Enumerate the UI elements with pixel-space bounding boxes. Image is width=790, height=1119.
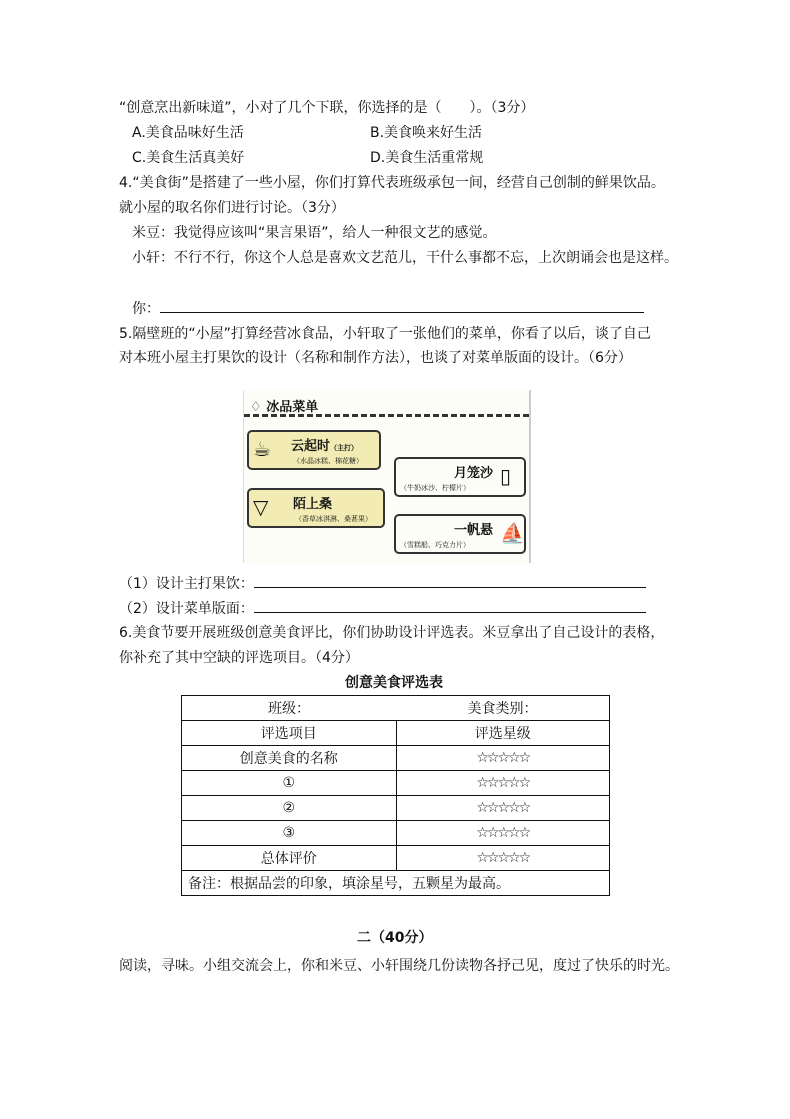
row-item[interactable]: ③ [182, 821, 397, 846]
header-item: 评选项目 [182, 721, 397, 746]
star-rating[interactable]: ☆☆☆☆☆ [396, 796, 610, 821]
q4-answer-blank[interactable] [160, 298, 644, 313]
menu-item [247, 430, 381, 470]
q6-line2: 你补充了其中空缺的评选项目。（4分） [119, 650, 359, 666]
star-rating[interactable]: ☆☆☆☆☆ [396, 846, 610, 871]
q6-line1: 6.美食节要开展班级创意美食评比，你们协助设计评选表。米豆拿出了自己设计的表格， [119, 625, 665, 641]
menu-item-desc: （雪糕船、巧克力片） [400, 541, 470, 549]
sub1-label: （1）设计主打果饮： [119, 576, 254, 592]
q5-line1: 5.隔壁班的“小屋”打算经营冰食品，小轩取了一张他们的菜单，你看了以后，谈了自己 [119, 326, 651, 342]
class-label: 班级： [182, 696, 397, 721]
menu-item-desc: （香草冰淇淋、桑葚果） [295, 515, 372, 523]
menu-title-text: 冰品菜单 [266, 400, 319, 415]
sub2-label: （2）设计菜单版面： [119, 601, 254, 617]
star-rating[interactable]: ☆☆☆☆☆ [396, 746, 610, 771]
q4-line1: 4.“美食街”是搭建了一些小屋，你们打算代表班级承包一间，经营自己创制的鲜果饮品。 [119, 175, 665, 191]
star-rating[interactable]: ☆☆☆☆☆ [396, 771, 610, 796]
option-d: D.美食生活重常规 [370, 150, 484, 166]
menu-title [250, 396, 318, 415]
section2-intro: 阅读，寻味。小组交流会上，你和米豆、小轩围绕几份读物各抒己见，度过了快乐的时光。 [119, 958, 679, 974]
table-row [182, 746, 610, 771]
menu-item [247, 488, 385, 528]
table-row [182, 771, 610, 796]
table-row [182, 796, 610, 821]
table-note: 备注：根据品尝的印象，填涂星号，五颗星为最高。 [182, 871, 610, 896]
rating-table [181, 695, 610, 896]
table-row [182, 821, 610, 846]
menu-item-desc: （牛奶冰沙、柠檬片） [400, 484, 470, 492]
menu-item [394, 457, 526, 497]
glass-icon: ▯ [500, 464, 512, 488]
option-c: C.美食生活真美好 [132, 150, 245, 166]
q4-midou: 米豆：我觉得应该叫“果言果语”，给人一种很文艺的感觉。 [132, 225, 497, 241]
q4-xiaoxuan: 小轩：不行不行，你这个人总是喜欢文艺范儿，干什么事都不忘，上次朗诵会也是这样。 [132, 250, 678, 266]
menu-item-name: 陌上桑 [293, 497, 333, 512]
you-label: 你： [132, 301, 160, 317]
q5-line2: 对本班小屋主打果饮的设计（名称和制作方法），也谈了对菜单版面的设计。（6分） [119, 350, 632, 366]
option-b: B.美食唤来好生活 [370, 125, 483, 141]
row-item: 创意美食的名称 [182, 746, 397, 771]
q4-answer-row [132, 298, 644, 319]
q5-sub1 [119, 573, 646, 594]
ice-cream-icon: ♢ [250, 400, 267, 415]
star-rating[interactable]: ☆☆☆☆☆ [396, 821, 610, 846]
ice-menu-image [243, 390, 531, 563]
sub2-blank[interactable] [254, 598, 646, 613]
table-title: 创意美食评选表 [345, 675, 443, 691]
category-label: 美食类别： [396, 696, 610, 721]
q4-line2: 就小屋的取名你们进行讨论。（3分） [119, 200, 345, 216]
menu-divider [244, 414, 529, 417]
menu-item-name: 月笼沙 [454, 466, 494, 481]
menu-item-name: 一帆悬 [454, 523, 494, 538]
boat-icon: ⛵ [500, 521, 525, 545]
sub1-blank[interactable] [254, 573, 646, 588]
section2-title: 二（40分） [357, 930, 433, 946]
q5-sub2 [119, 598, 646, 619]
menu-item-desc: （水晶冰糕、棉花糖） [293, 457, 363, 465]
option-a: A.美食品味好生活 [132, 125, 244, 141]
cup-icon: ☕ [253, 437, 271, 461]
menu-item-tag: （主打） [330, 444, 359, 452]
row-item[interactable]: ① [182, 771, 397, 796]
q3-stem: “创意烹出新味道”，小对了几个下联，你选择的是（ ）。（3分） [119, 100, 535, 116]
bowl-icon: ▽ [253, 495, 269, 519]
menu-item [394, 514, 526, 554]
header-stars: 评选星级 [396, 721, 610, 746]
menu-item-name: 云起时 [291, 439, 331, 454]
table-row [182, 846, 610, 871]
row-item: 总体评价 [182, 846, 397, 871]
row-item[interactable]: ② [182, 796, 397, 821]
